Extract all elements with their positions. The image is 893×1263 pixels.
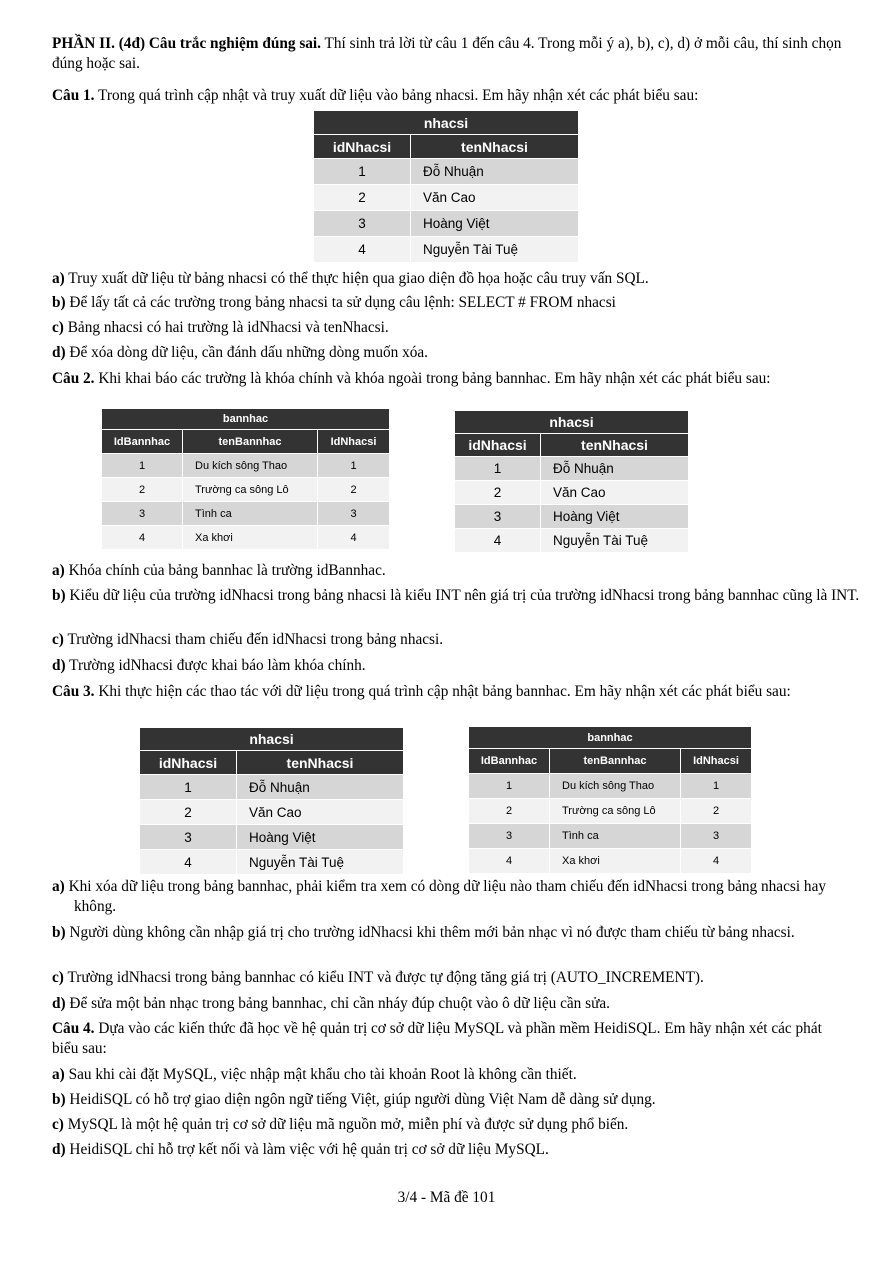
table-row: 2 Văn Cao (140, 800, 404, 825)
question-text: Khi thực hiện các thao tác với dữ liệu trong quá trình cập nhật bảng bannhac. Em hãy nhận xét các phát biểu sau: (94, 683, 791, 700)
question-label: Câu 1. (52, 87, 95, 104)
table-title: nhacsi (455, 411, 689, 434)
table-header: idNhacsi (140, 751, 237, 775)
question-2-option-d: d) Trường idNhacsi được khai báo làm khóa chính. (52, 657, 366, 674)
table-header: idNhacsi (314, 135, 411, 159)
table-row: 1 Đỗ Nhuận (455, 457, 689, 481)
table-row: 2 Văn Cao (455, 481, 689, 505)
question-label: Câu 4. (52, 1020, 95, 1037)
table-row: 1 Đỗ Nhuận (314, 159, 579, 185)
table-row: 4 Nguyễn Tài Tuệ (455, 529, 689, 553)
section-title: PHẦN II. (4đ) Câu trắc nghiệm đúng sai. (52, 35, 321, 52)
question-2-option-c: c) Trường idNhacsi tham chiếu đến idNhacsi trong bảng nhacsi. (52, 631, 444, 648)
question-4-option-c: c) MySQL là một hệ quản trị cơ sở dữ liệu mã nguồn mở, miễn phí và được sử dụng phổ biến. (52, 1116, 629, 1133)
table-header: tenNhacsi (541, 434, 689, 457)
table-row: 1 Đỗ Nhuận (140, 775, 404, 800)
table-header: IdBannhac (102, 430, 183, 454)
question-3-option-a: a) Khi xóa dữ liệu trong bảng bannhac, phải kiểm tra xem có dòng dữ liệu nào tham chiếu đến idNhacsi trong bảng nhacsi hay không. (52, 878, 827, 915)
question-1-stem (52, 86, 842, 106)
table-title: bannhac (102, 409, 390, 430)
question-2-stem (52, 369, 842, 389)
table-header: IdNhacsi (681, 749, 752, 774)
question-1-option-d: d) Để xóa dòng dữ liệu, cần đánh dấu những dòng muốn xóa. (52, 344, 428, 361)
question-1-option-b: b) Để lấy tất cả các trường trong bảng nhacsi ta sử dụng câu lệnh: SELECT # FROM nhacsi (52, 294, 616, 311)
question-label: Câu 2. (52, 370, 95, 387)
question-text: Trong quá trình cập nhật và truy xuất dữ liệu vào bảng nhacsi. Em hãy nhận xét các phát biểu sau: (94, 87, 699, 104)
table-row: 3 Hoàng Việt (140, 825, 404, 850)
table-title: nhacsi (140, 728, 404, 751)
table-bannhac-q2 (101, 408, 390, 550)
table-header: tenNhacsi (237, 751, 404, 775)
table-row: 2 Trường ca sông Lô 2 (102, 478, 390, 502)
question-1-option-a: a) Truy xuất dữ liệu từ bảng nhacsi có thể thực hiện qua giao diện đồ họa hoặc câu truy vấn SQL. (52, 270, 649, 287)
question-4-option-b: b) HeidiSQL có hỗ trợ giao diện ngôn ngữ tiếng Việt, giúp người dùng Việt Nam dễ dàng sử dụng. (52, 1091, 656, 1108)
table-header: IdNhacsi (318, 430, 390, 454)
question-3-stem (52, 682, 842, 702)
table-row: 2 Văn Cao (314, 185, 579, 211)
table-row: 3 Hoàng Việt (314, 211, 579, 237)
question-4-option-a: a) Sau khi cài đặt MySQL, việc nhập mật khẩu cho tài khoản Root là không cần thiết. (52, 1066, 577, 1083)
table-row: 4 Xa khơi 4 (469, 849, 752, 874)
question-4-option-d: d) HeidiSQL chỉ hỗ trợ kết nối và làm việc với hệ quản trị cơ sở dữ liệu MySQL. (52, 1141, 549, 1158)
section-header (52, 34, 842, 74)
question-4-stem (52, 1019, 842, 1059)
question-3-option-b: b) Người dùng không cần nhập giá trị cho trường idNhacsi khi thêm mới bản nhạc vì nó được tham chiếu từ bảng nhacsi. (52, 924, 795, 941)
question-text: Khi khai báo các trường là khóa chính và khóa ngoài trong bảng bannhac. Em hãy nhận xét các phát biểu sau: (94, 370, 771, 387)
table-row: 1 Du kích sông Thao 1 (469, 774, 752, 799)
question-3-option-c: c) Trường idNhacsi trong bảng bannhac có kiểu INT và được tự động tăng giá trị (AUTO_INCREMENT). (52, 969, 704, 986)
table-header: tenNhacsi (411, 135, 579, 159)
table-row: 3 Tình ca 3 (469, 824, 752, 849)
table-row: 3 Hoàng Việt (455, 505, 689, 529)
table-header: tenBannhac (183, 430, 318, 454)
table-nhacsi-q1 (313, 110, 579, 263)
table-row: 3 Tình ca 3 (102, 502, 390, 526)
question-3-option-d: d) Để sửa một bản nhạc trong bảng bannhac, chỉ cần nháy đúp chuột vào ô dữ liệu cần sửa. (52, 995, 610, 1012)
table-row: 2 Trường ca sông Lô 2 (469, 799, 752, 824)
table-header: idNhacsi (455, 434, 541, 457)
table-header: IdBannhac (469, 749, 550, 774)
page-footer: 3/4 - Mã đề 101 (397, 1189, 496, 1206)
question-2-option-b: b) Kiểu dữ liệu của trường idNhacsi trong bảng nhacsi là kiểu INT nên giá trị của trường idNhacsi trong bảng bannhac cũng là INT. (52, 587, 860, 604)
question-label: Câu 3. (52, 683, 95, 700)
table-nhacsi-q3 (139, 727, 404, 875)
table-bannhac-q3 (468, 726, 752, 874)
table-title: bannhac (469, 727, 752, 749)
table-header: tenBannhac (550, 749, 681, 774)
table-row: 4 Nguyễn Tài Tuệ (314, 237, 579, 263)
section-instructions: Thí sinh trả lời từ câu 1 đến câu 4. Trong mỗi ý a), b), c), d) ở mỗi câu, thí sinh chọn đúng hoặc sai. (52, 35, 842, 72)
table-row: 1 Du kích sông Thao 1 (102, 454, 390, 478)
table-row: 4 Xa khơi 4 (102, 526, 390, 550)
table-title: nhacsi (314, 111, 579, 135)
table-nhacsi-q2 (454, 410, 689, 553)
question-1-option-c: c) Bảng nhacsi có hai trường là idNhacsi và tenNhacsi. (52, 319, 389, 336)
question-text: Dựa vào các kiến thức đã học về hệ quản trị cơ sở dữ liệu MySQL và phần mềm HeidiSQL. Em hãy nhận xét các phát biểu sau: (52, 1020, 822, 1057)
question-2-option-a: a) Khóa chính của bảng bannhac là trường idBannhac. (52, 562, 386, 579)
table-row: 4 Nguyễn Tài Tuệ (140, 850, 404, 875)
